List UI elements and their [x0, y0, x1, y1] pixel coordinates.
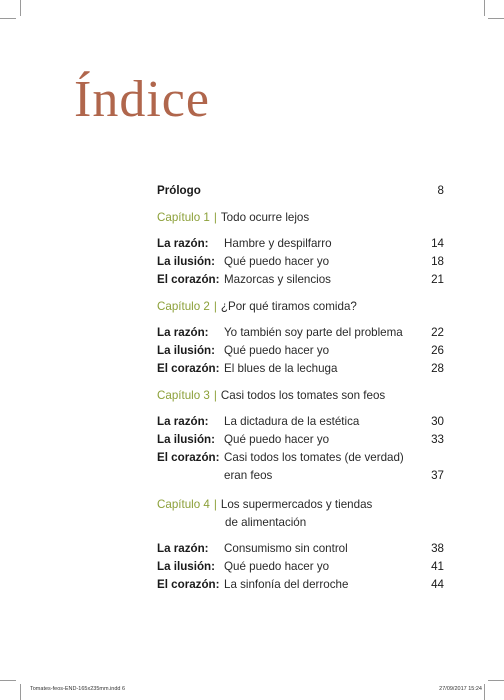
toc-entry[interactable]: [157, 271, 444, 289]
entry-title-line: eran feos: [224, 469, 273, 482]
entry-title: Qué puedo hacer yo: [224, 344, 330, 357]
page-number: 41: [431, 560, 444, 573]
entry-title: [224, 449, 404, 485]
chapter-1-heading[interactable]: [157, 209, 444, 227]
print-slug-right: 27/09/2017 15:24: [439, 686, 482, 692]
entry-label: El corazón:: [157, 578, 220, 591]
crop-mark: [484, 0, 485, 16]
entry-label: La razón:: [157, 542, 209, 555]
page-number: 30: [431, 415, 444, 428]
page-number: 26: [431, 344, 444, 357]
toc-entry[interactable]: [157, 360, 444, 378]
chapter-4-heading[interactable]: [157, 496, 444, 532]
toc-entry[interactable]: [157, 576, 444, 594]
prologue-label: Prólogo: [157, 184, 201, 197]
entry-title: Mazorcas y silencios: [224, 273, 331, 286]
toc-entry[interactable]: [157, 235, 444, 253]
page-number: 8: [437, 184, 444, 197]
entry-label: La ilusión:: [157, 255, 215, 268]
entry-label: El corazón:: [157, 362, 220, 375]
chapter-title: Los supermercados y tiendas: [220, 498, 373, 511]
entry-label: La ilusión:: [157, 344, 215, 357]
entry-label: La razón:: [157, 415, 209, 428]
chapter-2-heading[interactable]: [157, 298, 444, 316]
toc-entry[interactable]: [157, 558, 444, 576]
toc-entry[interactable]: [157, 413, 444, 431]
entry-title: La dictadura de la estética: [224, 415, 360, 428]
toc-entry[interactable]: [157, 324, 444, 342]
chapter-label: Capítulo 4: [157, 498, 210, 511]
crop-mark: [484, 684, 485, 700]
entry-title: Yo también soy parte del problema: [224, 326, 403, 339]
crop-mark: [488, 680, 504, 681]
page-number: 38: [431, 542, 444, 555]
chapter-separator: |: [213, 300, 217, 313]
page-number: 44: [431, 578, 444, 591]
toc-entry[interactable]: [157, 342, 444, 360]
chapter-3-heading[interactable]: [157, 387, 444, 405]
chapter-separator: |: [213, 211, 217, 224]
entry-label: La ilusión:: [157, 433, 215, 446]
toc-prologue[interactable]: [157, 182, 444, 200]
entry-label: La razón:: [157, 237, 209, 250]
entry-title-line: Casi todos los tomates (de verdad): [224, 451, 404, 464]
entry-title: El blues de la lechuga: [224, 362, 338, 375]
crop-mark: [0, 680, 16, 681]
toc-entry[interactable]: [157, 253, 444, 271]
page-number: 22: [431, 326, 444, 339]
entry-title: Qué puedo hacer yo: [224, 255, 330, 268]
page-number: 28: [431, 362, 444, 375]
crop-mark: [20, 684, 21, 700]
toc-entry[interactable]: [157, 449, 444, 485]
page-number: 18: [431, 255, 444, 268]
chapter-label: Capítulo 2: [157, 300, 210, 313]
page-number: 14: [431, 237, 444, 250]
page-title: Índice: [74, 71, 210, 128]
page-number: 33: [431, 433, 444, 446]
chapter-title: Casi todos los tomates son feos: [220, 389, 386, 402]
entry-title: Qué puedo hacer yo: [224, 433, 330, 446]
entry-title: Qué puedo hacer yo: [224, 560, 330, 573]
chapter-title: ¿Por qué tiramos comida?: [220, 300, 357, 313]
entry-label: La ilusión:: [157, 560, 215, 573]
toc-entry[interactable]: [157, 540, 444, 558]
page-number: 37: [431, 469, 444, 482]
table-of-contents: [157, 182, 444, 594]
chapter-label: Capítulo 1: [157, 211, 210, 224]
crop-mark: [0, 18, 16, 19]
chapter-separator: |: [213, 389, 217, 402]
entry-label: La razón:: [157, 326, 209, 339]
page-number: 21: [431, 273, 444, 286]
chapter-title-line: de alimentación: [225, 516, 307, 529]
entry-title: Consumismo sin control: [224, 542, 348, 555]
entry-label: El corazón:: [157, 273, 220, 286]
print-slug-left: Tomates-feos-END-165x235mm.indd 6: [30, 686, 126, 692]
entry-label: El corazón:: [157, 451, 220, 464]
entry-title: La sinfonía del derroche: [224, 578, 349, 591]
chapter-label: Capítulo 3: [157, 389, 210, 402]
chapter-title: Todo ocurre lejos: [220, 211, 310, 224]
crop-mark: [488, 18, 504, 19]
toc-entry[interactable]: [157, 431, 444, 449]
crop-mark: [20, 0, 21, 16]
entry-title: Hambre y despilfarro: [224, 237, 332, 250]
chapter-separator: |: [213, 498, 217, 511]
